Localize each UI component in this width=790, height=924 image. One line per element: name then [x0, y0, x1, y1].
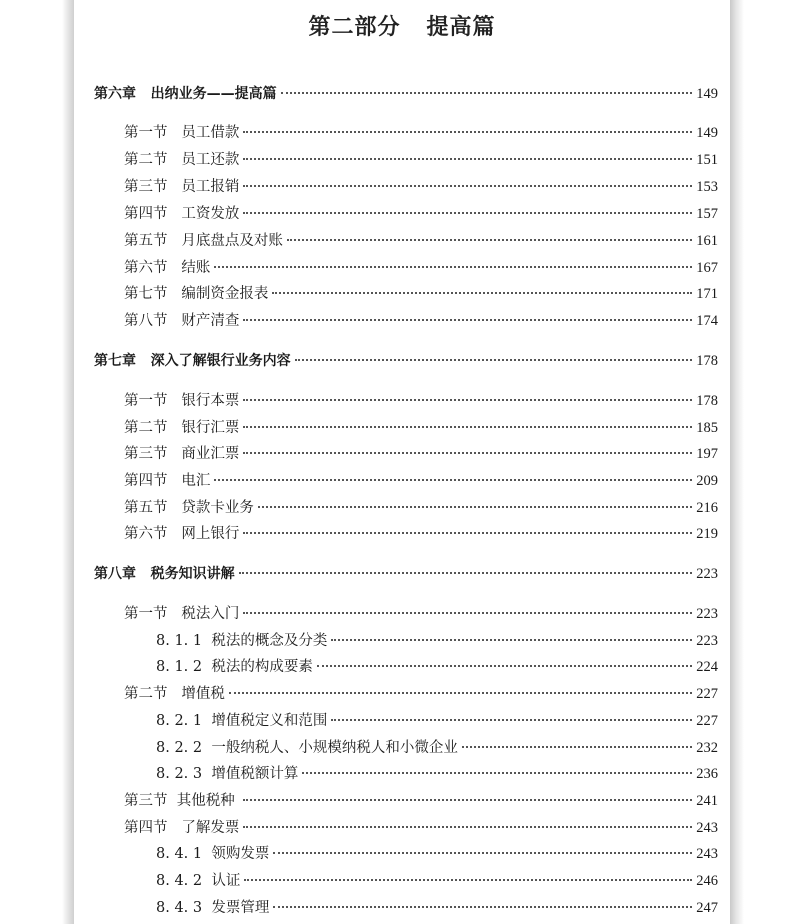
toc-entry-label: 第六节 结账: [124, 260, 211, 276]
toc-entry-label: 第五节 月底盘点及对账: [124, 233, 283, 249]
dot-leader: [243, 185, 692, 187]
toc-section-entry: [124, 203, 718, 225]
toc-page-number: 236: [696, 766, 718, 782]
toc-entry-label: 第一节 税法入门: [124, 606, 240, 622]
toc-entry-label: 第七章 深入了解银行业务内容: [94, 353, 291, 369]
dot-leader: [229, 692, 692, 694]
dot-leader: [272, 292, 692, 294]
toc-page-number: 223: [696, 566, 718, 582]
dot-leader: [243, 532, 692, 534]
page-title: 第二部分 提高篇: [308, 15, 496, 40]
toc-entry-label: 第八章 税务知识讲解: [94, 566, 235, 582]
toc-page-number: 224: [696, 659, 718, 675]
toc-subsection-entry: [156, 737, 718, 759]
dot-leader: [258, 506, 692, 508]
toc-page-number: 178: [696, 353, 718, 369]
toc-entry-label: 8. 2. 2 一般纳税人、小规模纳税人和小微企业: [156, 740, 458, 756]
dot-leader: [243, 426, 692, 428]
toc-entry-label: 第四节 电汇: [124, 473, 211, 489]
dot-leader: [331, 639, 692, 641]
toc-page-number: 243: [696, 846, 718, 862]
toc-entry-label: 第六章 出纳业务——提高篇: [94, 86, 277, 102]
toc-entry-label: 第二节 银行汇票: [124, 420, 240, 436]
toc-page-number: 149: [696, 125, 718, 141]
toc-entry-label: 8. 2. 3 增值税额计算: [156, 766, 299, 782]
toc-subsection-entry: [156, 843, 718, 865]
dot-leader: [243, 612, 692, 614]
toc-entry-label: 第七节 编制资金报表: [124, 286, 269, 302]
toc-entry-label: 第五节 贷款卡业务: [124, 500, 254, 516]
toc-page-number: 161: [696, 233, 718, 249]
dot-leader: [287, 239, 692, 241]
toc-page-number: 216: [696, 500, 718, 516]
toc-section-entry: [124, 817, 718, 839]
toc-section-entry: [124, 497, 718, 519]
toc-section-entry: [124, 683, 718, 705]
dot-leader: [243, 399, 692, 401]
toc-subsection-entry: [156, 710, 718, 732]
toc-page-number: 241: [696, 793, 718, 809]
toc-chapter-entry: [94, 563, 718, 585]
toc-page-number: 157: [696, 206, 718, 222]
toc-entry-label: 8. 1. 1 税法的概念及分类: [156, 633, 328, 649]
toc-page-number: 153: [696, 179, 718, 195]
toc-page-number: 219: [696, 526, 718, 542]
toc-entry-label: 8. 4. 2 认证: [156, 873, 241, 889]
toc-page-number: 174: [696, 313, 718, 329]
toc-section-entry: [124, 176, 718, 198]
toc-page-number: 232: [696, 740, 718, 756]
toc-chapter-entry: [94, 83, 718, 105]
toc-page-number: 171: [696, 286, 718, 302]
toc-page-number: 151: [696, 152, 718, 168]
toc-entry-label: 第二节 员工还款: [124, 152, 240, 168]
toc-section-entry: [124, 603, 718, 625]
toc-page-number: 185: [696, 420, 718, 436]
dot-leader: [239, 572, 693, 574]
toc-subsection-entry: [156, 763, 718, 785]
toc-page-number: 227: [696, 713, 718, 729]
toc-entry-label: 第一节 银行本票: [124, 393, 240, 409]
toc-section-entry: [124, 149, 718, 171]
toc-entry-label: 第三节 员工报销: [124, 179, 240, 195]
dot-leader: [273, 906, 692, 908]
toc-entry-label: 8. 4. 1 领购发票: [156, 846, 270, 862]
dot-leader: [317, 665, 692, 667]
toc-entry-label: 第八节 财产清查: [124, 313, 240, 329]
toc-entry-label: 第六节 网上银行: [124, 526, 240, 542]
toc-page-number: 223: [696, 633, 718, 649]
toc-section-entry: [124, 470, 718, 492]
toc-page: [74, 0, 730, 924]
dot-leader: [243, 212, 692, 214]
toc-section-entry: [124, 230, 718, 252]
toc-entry-label: 第四节 工资发放: [124, 206, 240, 222]
toc-page-number: 167: [696, 260, 718, 276]
dot-leader: [462, 746, 692, 748]
toc-section-entry: [124, 443, 718, 465]
toc-section-entry: [124, 122, 718, 144]
dot-leader: [331, 719, 692, 721]
toc-entry-label: 8. 4. 3 发票管理: [156, 900, 270, 916]
toc-page-number: 178: [696, 393, 718, 409]
toc-page-number: 197: [696, 446, 718, 462]
dot-leader: [214, 479, 692, 481]
toc-page-number: 149: [696, 86, 718, 102]
dot-leader: [243, 319, 692, 321]
dot-leader: [243, 799, 692, 801]
dot-leader: [243, 158, 692, 160]
page-left-shadow: [0, 0, 74, 924]
toc-section-entry: [124, 523, 718, 545]
toc-subsection-entry: [156, 630, 718, 652]
dot-leader: [244, 879, 692, 881]
toc-page-number: 227: [696, 686, 718, 702]
dot-leader: [295, 359, 693, 361]
page-right-shadow: [730, 0, 790, 924]
dot-leader: [214, 266, 692, 268]
dot-leader: [243, 826, 692, 828]
toc-page-number: 246: [696, 873, 718, 889]
toc-subsection-entry: [156, 656, 718, 678]
toc-section-entry: [124, 310, 718, 332]
toc-section-entry: [124, 417, 718, 439]
toc-page-number: 243: [696, 820, 718, 836]
toc-entry-label: 8. 2. 1 增值税定义和范围: [156, 713, 328, 729]
toc-entry-label: 第三节 其他税种: [124, 793, 240, 809]
toc-section-entry: [124, 390, 718, 412]
toc-page-number: 247: [696, 900, 718, 916]
dot-leader: [243, 452, 692, 454]
toc-entry-label: 第四节 了解发票: [124, 820, 240, 836]
toc-subsection-entry: [156, 897, 718, 919]
toc-chapter-entry: [94, 350, 718, 372]
dot-leader: [281, 92, 693, 94]
toc-page-number: 209: [696, 473, 718, 489]
toc-section-entry: [124, 790, 718, 812]
toc-section-entry: [124, 257, 718, 279]
dot-leader: [273, 852, 692, 854]
toc-entry-label: 第二节 增值税: [124, 686, 225, 702]
toc-section-entry: [124, 283, 718, 305]
toc-entry-label: 第一节 员工借款: [124, 125, 240, 141]
toc-entry-label: 第三节 商业汇票: [124, 446, 240, 462]
toc-subsection-entry: [156, 870, 718, 892]
dot-leader: [302, 772, 692, 774]
dot-leader: [243, 131, 692, 133]
toc-entry-label: 8. 1. 2 税法的构成要素: [156, 659, 313, 675]
toc-page-number: 223: [696, 606, 718, 622]
